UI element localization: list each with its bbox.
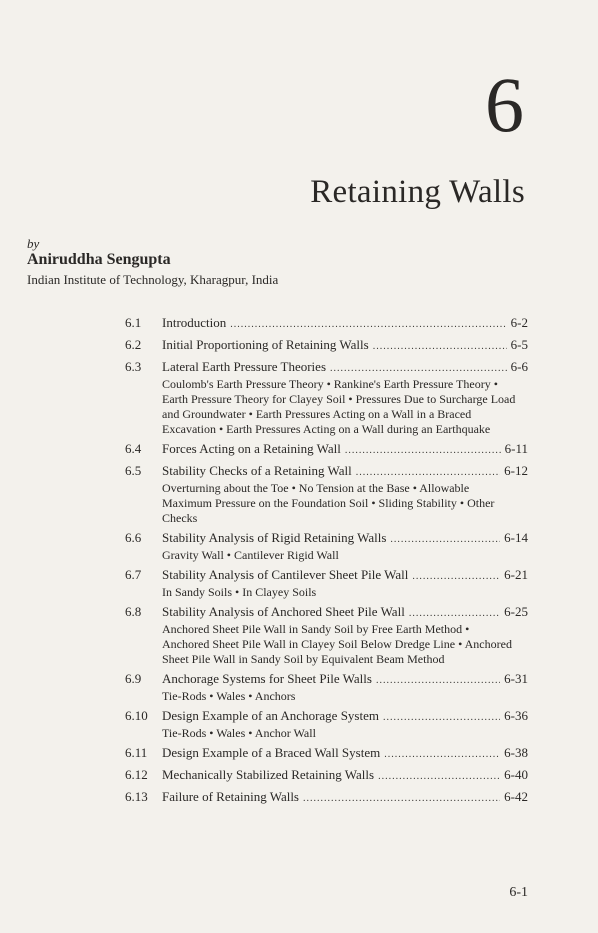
toc-subtopics: Anchored Sheet Pile Wall in Sandy Soil by Free Earth Method • Anchored Sheet Pile Wall in Clayey Soil Below Dredge Line • Anchored Sheet Pile Wall in Sandy Soil by Equivalent Beam Method <box>162 622 512 666</box>
toc-dot-leader <box>378 769 500 785</box>
toc-section-number: 6.12 <box>125 767 148 782</box>
toc-dot-leader <box>384 747 500 763</box>
toc-entry <box>125 745 528 767</box>
toc-dot-leader <box>376 673 500 689</box>
toc-section-number: 6.7 <box>125 567 142 582</box>
toc-dot-leader <box>356 465 500 481</box>
toc-entry <box>125 337 528 359</box>
toc-dot-leader <box>230 317 506 333</box>
toc-section-title: Failure of Retaining Walls <box>162 789 299 804</box>
toc-section-number: 6.3 <box>125 359 142 374</box>
toc-page-number: 6-36 <box>504 708 528 723</box>
toc-section-title: Stability Analysis of Anchored Sheet Pile Wall <box>162 604 405 619</box>
table-of-contents <box>125 315 528 811</box>
toc-section-number: 6.6 <box>125 530 142 545</box>
toc-section-title: Design Example of a Braced Wall System <box>162 745 381 760</box>
page-number: 6-1 <box>509 885 528 900</box>
toc-dot-leader <box>330 361 507 377</box>
toc-section-title: Anchorage Systems for Sheet Pile Walls <box>162 671 372 686</box>
toc-page-number: 6-31 <box>504 671 528 686</box>
toc-section-number: 6.5 <box>125 463 142 478</box>
toc-page-number: 6-11 <box>504 441 528 456</box>
toc-entry <box>125 671 528 708</box>
author-name: Aniruddha Sengupta <box>27 251 171 268</box>
toc-dot-leader <box>373 339 507 355</box>
toc-entry <box>125 789 528 811</box>
toc-dot-leader <box>303 791 500 807</box>
toc-page-number: 6-40 <box>504 767 528 782</box>
toc-page-number: 6-6 <box>510 359 528 374</box>
toc-subtopics: Coulomb's Earth Pressure Theory • Rankine's Earth Pressure Theory • Earth Pressure Theory for Clayey Soil • Pressures Due to Surcharge Load and Groundwater • Earth Pressures Acting on a Wall in a Braced Excavation • Earth Pressures Acting on a Wall during an Earthquake <box>162 377 516 436</box>
toc-entry <box>125 767 528 789</box>
toc-section-number: 6.8 <box>125 604 142 619</box>
toc-section-number: 6.4 <box>125 441 142 456</box>
toc-page-number: 6-2 <box>510 315 528 330</box>
toc-entry <box>125 567 528 604</box>
toc-page-number: 6-42 <box>504 789 528 804</box>
toc-dot-leader <box>390 532 500 548</box>
toc-dot-leader <box>383 710 500 726</box>
toc-section-title: Mechanically Stabilized Retaining Walls <box>162 767 375 782</box>
chapter-number: 6 <box>485 61 524 148</box>
toc-dot-leader <box>409 606 500 622</box>
toc-page-number: 6-38 <box>504 745 528 760</box>
toc-entry <box>125 708 528 745</box>
toc-entry <box>125 315 528 337</box>
toc-section-number: 6.10 <box>125 708 148 723</box>
toc-section-number: 6.13 <box>125 789 148 804</box>
toc-section-title: Initial Proportioning of Retaining Walls <box>162 337 369 352</box>
toc-section-number: 6.11 <box>125 745 148 760</box>
toc-page-number: 6-14 <box>504 530 528 545</box>
toc-section-number: 6.1 <box>125 315 142 330</box>
toc-subtopics: Tie-Rods • Wales • Anchor Wall <box>162 726 316 740</box>
toc-dot-leader <box>345 443 501 459</box>
toc-subtopics: Gravity Wall • Cantilever Rigid Wall <box>162 548 339 562</box>
toc-subtopics: Overturning about the Toe • No Tension at the Base • Allowable Maximum Pressure on the Foundation Soil • Sliding Stability • Other Checks <box>162 481 495 525</box>
author-affiliation: Indian Institute of Technology, Kharagpur, India <box>27 272 279 287</box>
toc-section-title: Design Example of an Anchorage System <box>162 708 379 723</box>
toc-section-title: Forces Acting on a Retaining Wall <box>162 441 341 456</box>
toc-subtopics: In Sandy Soils • In Clayey Soils <box>162 585 317 599</box>
toc-entry <box>125 530 528 567</box>
toc-entry <box>125 604 528 671</box>
toc-section-title: Stability Analysis of Rigid Retaining Walls <box>162 530 387 545</box>
toc-section-title: Stability Analysis of Cantilever Sheet Pile Wall <box>162 567 409 582</box>
toc-section-title: Lateral Earth Pressure Theories <box>162 359 326 374</box>
toc-subtopics: Tie-Rods • Wales • Anchors <box>162 689 296 703</box>
toc-section-number: 6.2 <box>125 337 142 352</box>
toc-page-number: 6-12 <box>504 463 528 478</box>
toc-dot-leader <box>412 569 500 585</box>
toc-section-title: Introduction <box>162 315 227 330</box>
toc-page-number: 6-21 <box>504 567 528 582</box>
chapter-title: Retaining Walls <box>310 174 525 210</box>
toc-page-number: 6-5 <box>510 337 528 352</box>
toc-entry <box>125 463 528 530</box>
toc-section-title: Stability Checks of a Retaining Wall <box>162 463 352 478</box>
toc-entry <box>125 441 528 463</box>
toc-page-number: 6-25 <box>504 604 528 619</box>
toc-entry <box>125 359 528 441</box>
byline-by: by <box>27 236 40 251</box>
toc-section-number: 6.9 <box>125 671 142 686</box>
